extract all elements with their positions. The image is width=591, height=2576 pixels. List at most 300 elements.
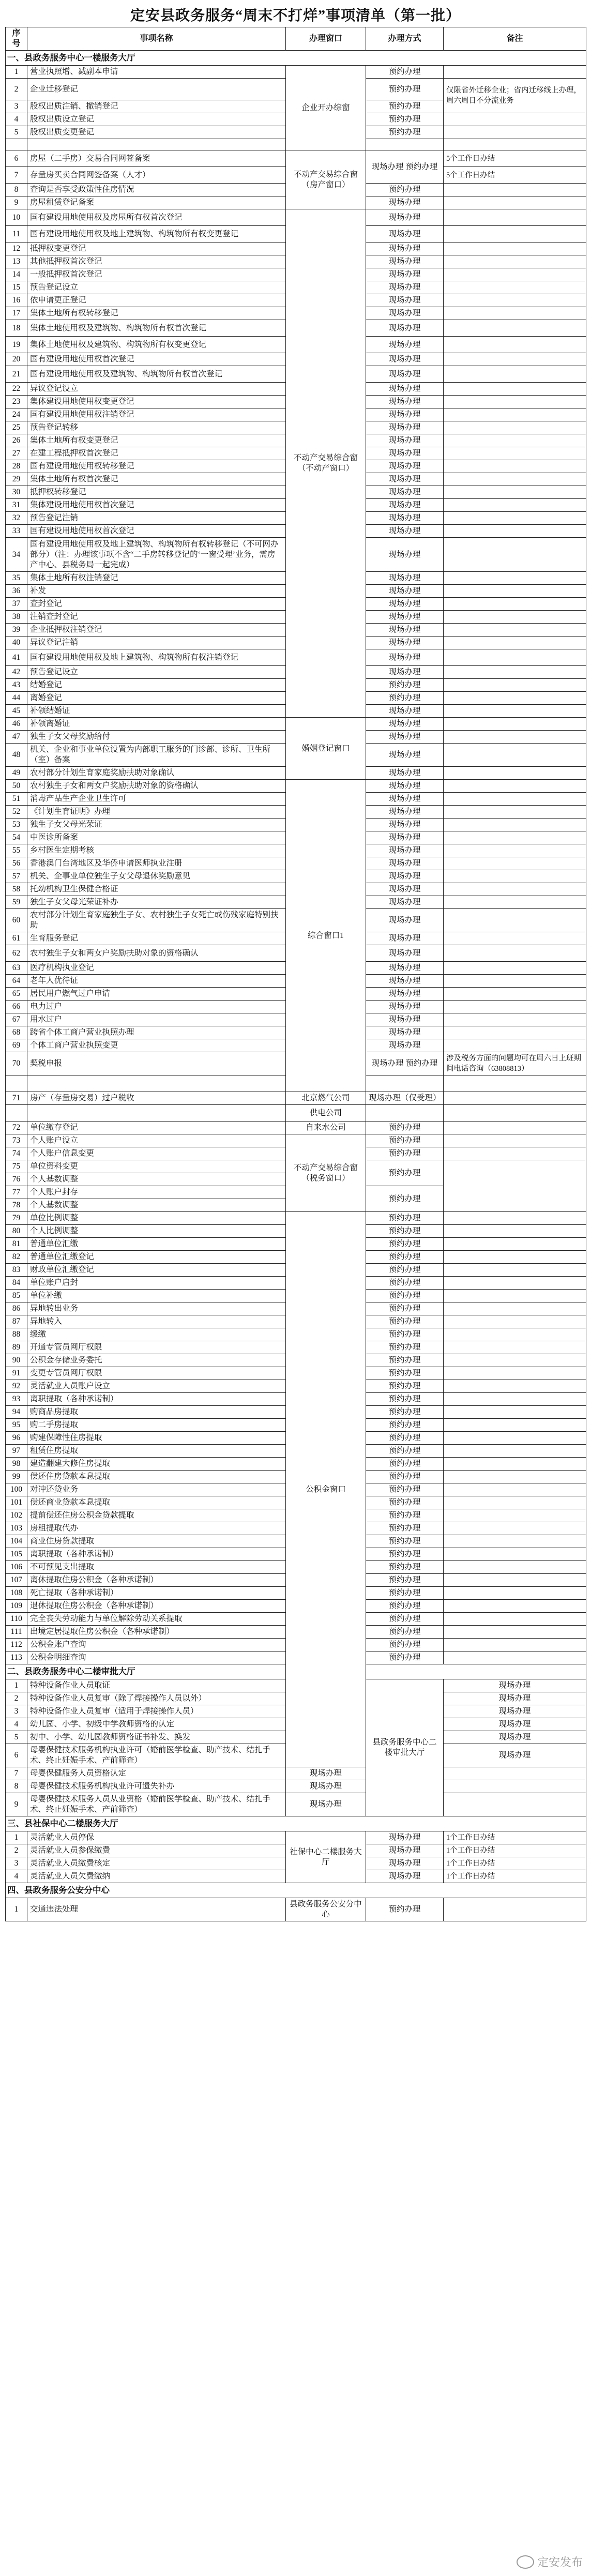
row-number: 20 xyxy=(6,353,27,366)
item-name: 离职提取（各种承诺制） xyxy=(27,1548,286,1561)
remark-note xyxy=(444,705,586,718)
handling-mode: 预约办理 xyxy=(366,1328,444,1341)
item-name: 托幼机构卫生保健合格证 xyxy=(27,883,286,896)
row-number: 29 xyxy=(6,473,27,486)
handling-mode: 预约办理 xyxy=(366,1432,444,1445)
remark-note xyxy=(444,1496,586,1509)
row-number: 9 xyxy=(6,1793,27,1816)
row-number: 42 xyxy=(6,666,27,679)
remark-note xyxy=(444,113,586,126)
row-number: 6 xyxy=(6,150,27,167)
item-name: 异议登记注销 xyxy=(27,637,286,649)
remark-note xyxy=(444,1225,586,1238)
row-number: 64 xyxy=(6,975,27,988)
row-number: 91 xyxy=(6,1367,27,1380)
item-name: 公积金存储业务委托 xyxy=(27,1354,286,1367)
handling-mode: 预约办理 xyxy=(366,1522,444,1535)
row-number: 58 xyxy=(6,883,27,896)
remark-note xyxy=(444,819,586,831)
handling-mode: 预约办理 xyxy=(366,1238,444,1251)
handling-mode: 预约办理 xyxy=(366,1147,444,1160)
item-name xyxy=(27,1105,286,1122)
handling-mode: 现场办理 xyxy=(366,744,444,767)
row-number: 21 xyxy=(6,366,27,383)
handling-mode: 预约办理 xyxy=(366,1509,444,1522)
section-heading-row xyxy=(6,51,586,66)
handling-mode: 现场办理 xyxy=(366,383,444,396)
handling-mode: 现场办理 xyxy=(366,1857,444,1870)
service-window: 不动产交易综合窗（税务窗口） xyxy=(286,1134,366,1212)
remark-note xyxy=(444,666,586,679)
row-number: 8 xyxy=(6,1780,27,1793)
section-heading-row xyxy=(6,1816,586,1831)
handling-mode: 预约办理 xyxy=(366,1341,444,1354)
row-number: 4 xyxy=(6,1718,27,1731)
row-number: 79 xyxy=(6,1212,27,1225)
service-window: 综合窗口1 xyxy=(286,780,366,1092)
remark-note xyxy=(444,932,586,945)
section-heading: 四、县政务服务公安分中心 xyxy=(6,1883,586,1898)
item-name: 抵押权转移登记 xyxy=(27,486,286,499)
item-name: 股权出质注销、撤销登记 xyxy=(27,100,286,113)
row-number: 70 xyxy=(6,1052,27,1075)
remark-note xyxy=(444,1561,586,1574)
row-number: 52 xyxy=(6,806,27,819)
row-number: 3 xyxy=(6,100,27,113)
remark-note xyxy=(444,1341,586,1354)
row-number: 104 xyxy=(6,1535,27,1548)
item-name: 缓缴 xyxy=(27,1328,286,1341)
header-window: 办理窗口 xyxy=(286,27,366,51)
row-number: 72 xyxy=(6,1122,27,1134)
table-row xyxy=(6,1793,586,1816)
remark-note xyxy=(444,1367,586,1380)
remark-note xyxy=(444,909,586,932)
remark-note xyxy=(444,1105,586,1122)
item-name: 国有建设用地使用权及地上建筑物、构筑物所有权转移登记（不可网办部分）（注：办理该事项不含“二手房转移登记的‘一窗受理’业务，需房产中心、县税务局一起完成） xyxy=(27,538,286,572)
row-number: 63 xyxy=(6,962,27,975)
handling-mode: 现场办理 xyxy=(366,844,444,857)
remark-note xyxy=(444,1328,586,1341)
remark-note xyxy=(444,486,586,499)
remark-note xyxy=(444,988,586,1001)
item-name: 香港澳门台湾地区及华侨申请医师执业注册 xyxy=(27,857,286,870)
row-number: 94 xyxy=(6,1406,27,1419)
handling-mode: 预约办理 xyxy=(366,1302,444,1315)
handling-mode: 现场办理 xyxy=(366,598,444,611)
handling-mode: 现场办理 xyxy=(366,806,444,819)
service-window: 县政务服务中心二楼审批大厅 xyxy=(366,1679,444,1816)
service-item-table xyxy=(5,27,586,1921)
row-number: 7 xyxy=(6,1767,27,1780)
remark-note xyxy=(444,1548,586,1561)
row-number: 88 xyxy=(6,1328,27,1341)
item-name: 母婴保健技术服务机构执业许可（婚前医学检查、助产技术、结扎手术、终止妊娠手术、产前筛查） xyxy=(27,1744,286,1767)
service-window: 不动产交易综合窗（不动产窗口） xyxy=(286,209,366,718)
remark-note xyxy=(444,1354,586,1367)
remark-note xyxy=(444,1639,586,1651)
item-name: 公积金账户查询 xyxy=(27,1639,286,1651)
handling-mode: 现场办理 xyxy=(444,1679,586,1692)
row-number: 97 xyxy=(6,1445,27,1458)
remark-note xyxy=(444,1522,586,1535)
row-number: 84 xyxy=(6,1277,27,1290)
item-name: 国有建设用地使用权及建筑物、构筑物所有权首次登记 xyxy=(27,366,286,383)
remark-note xyxy=(444,255,586,268)
handling-mode: 现场办理 xyxy=(366,1026,444,1039)
remark-note xyxy=(444,857,586,870)
remark-note xyxy=(444,1251,586,1264)
handling-mode: 现场办理 xyxy=(366,1001,444,1013)
handling-mode: 预约办理 xyxy=(366,1122,444,1134)
row-number: 49 xyxy=(6,767,27,780)
row-number: 68 xyxy=(6,1026,27,1039)
handling-mode: 现场办理 预约办理 xyxy=(366,150,444,184)
item-name: 预告登记转移 xyxy=(27,421,286,434)
table-row xyxy=(6,1212,586,1225)
item-name: 生育服务登记 xyxy=(27,932,286,945)
item-name: 集体建设用地使用权变更登记 xyxy=(27,396,286,408)
item-name: 异议登记设立 xyxy=(27,383,286,396)
handling-mode: 预约办理 xyxy=(366,1535,444,1548)
remark-note xyxy=(444,1013,586,1026)
row-number: 11 xyxy=(6,226,27,243)
item-name: 灵活就业人员停保 xyxy=(27,1831,286,1844)
item-name: 跨省个体工商户营业执照办理 xyxy=(27,1026,286,1039)
row-number: 33 xyxy=(6,525,27,538)
item-name: 幼儿园、小学、初级中学教师资格的认定 xyxy=(27,1718,286,1731)
remark-note xyxy=(444,649,586,666)
table-header-row xyxy=(6,27,586,51)
item-name: 个人账户信息变更 xyxy=(27,1147,286,1160)
service-window: 公积金窗口 xyxy=(286,1212,366,1767)
row-number: 83 xyxy=(6,1264,27,1277)
row-number: 78 xyxy=(6,1199,27,1212)
handling-mode: 现场办理 xyxy=(366,988,444,1001)
row-number: 5 xyxy=(6,126,27,139)
section-heading: 二、县政务服务中心二楼审批大厅 xyxy=(6,1664,586,1679)
item-name: 完全丧失劳动能力与单位解除劳动关系提取 xyxy=(27,1613,286,1626)
item-name: 初中、小学、幼儿园教师资格证书补发、换发 xyxy=(27,1731,286,1744)
remark-note xyxy=(444,294,586,307)
remark-note xyxy=(444,512,586,525)
remark-note xyxy=(444,525,586,538)
handling-mode: 现场办理 xyxy=(366,932,444,945)
handling-mode: 现场办理 xyxy=(366,447,444,460)
row-number: 12 xyxy=(6,243,27,255)
remark-note: 仅限省外迁移企业；省内迁移线上办理，周六周日不分流业务 xyxy=(444,79,586,113)
row-number: 87 xyxy=(6,1315,27,1328)
remark-note xyxy=(444,281,586,294)
row-number: 10 xyxy=(6,209,27,226)
handling-mode: 现场办理 xyxy=(366,896,444,909)
handling-mode: 现场办理 xyxy=(366,196,444,209)
row-number: 18 xyxy=(6,320,27,337)
handling-mode: 现场办理 xyxy=(366,718,444,731)
remark-note xyxy=(444,1075,586,1092)
item-name: 单位账户启封 xyxy=(27,1277,286,1290)
item-name: 母婴保健服务人员资格认定 xyxy=(27,1767,286,1780)
item-name: 抵押权变更登记 xyxy=(27,243,286,255)
remark-note xyxy=(444,1780,586,1793)
service-window: 不动产交易综合窗（房产窗口） xyxy=(286,150,366,209)
handling-mode: 现场办理 xyxy=(366,226,444,243)
remark-note xyxy=(444,1471,586,1483)
remark-note xyxy=(444,1613,586,1626)
item-name: 个体工商户营业执照变更 xyxy=(27,1039,286,1052)
remark-note xyxy=(444,1432,586,1445)
service-window: 企业开办综窗 xyxy=(286,66,366,150)
row-number: 37 xyxy=(6,598,27,611)
handling-mode: 现场办理 xyxy=(366,1844,444,1857)
row-number: 73 xyxy=(6,1134,27,1147)
remark-note xyxy=(444,767,586,780)
row-number: 28 xyxy=(6,460,27,473)
row-number: 45 xyxy=(6,705,27,718)
row-number: 71 xyxy=(6,1092,27,1105)
handling-mode: 预约办理 xyxy=(366,1471,444,1483)
remark-note xyxy=(444,1315,586,1328)
item-name: 用水过户 xyxy=(27,1013,286,1026)
service-window: 县政务服务公安分中心 xyxy=(286,1898,366,1921)
row-number: 26 xyxy=(6,434,27,447)
handling-mode: 现场办理 xyxy=(366,611,444,624)
handling-mode: 现场办理 xyxy=(366,337,444,353)
row-number xyxy=(6,1075,27,1092)
remark-note xyxy=(444,1160,586,1212)
row-number: 8 xyxy=(6,184,27,196)
item-name: 消毒产品生产企业卫生许可 xyxy=(27,793,286,806)
handling-mode: 现场办理 xyxy=(366,624,444,637)
remark-note xyxy=(444,731,586,744)
item-name: 财政单位汇缴登记 xyxy=(27,1264,286,1277)
handling-mode: 现场办理 xyxy=(366,962,444,975)
handling-mode: 预约办理 xyxy=(366,1212,444,1225)
remark-note xyxy=(444,209,586,226)
row-number: 25 xyxy=(6,421,27,434)
row-number: 57 xyxy=(6,870,27,883)
item-name: 商业住房贷款提取 xyxy=(27,1535,286,1548)
remark-note xyxy=(444,383,586,396)
remark-note xyxy=(444,883,586,896)
handling-mode: 预约办理 xyxy=(366,1315,444,1328)
remark-note xyxy=(444,1380,586,1393)
handling-mode: 现场办理 xyxy=(366,831,444,844)
remark-note xyxy=(444,1122,586,1134)
remark-note xyxy=(444,1290,586,1302)
remark-note xyxy=(444,975,586,988)
item-name: 购建保障性住房提取 xyxy=(27,1432,286,1445)
item-name: 对冲还贷业务 xyxy=(27,1483,286,1496)
item-name: 房租提取代办 xyxy=(27,1522,286,1535)
remark-note xyxy=(444,473,586,486)
row-number: 14 xyxy=(6,268,27,281)
handling-mode: 现场办理 xyxy=(366,499,444,512)
remark-note xyxy=(444,337,586,353)
item-name: 单位缴存登记 xyxy=(27,1122,286,1134)
item-name: 不可预见支出提取 xyxy=(27,1561,286,1574)
handling-mode: 预约办理 xyxy=(366,113,444,126)
handling-mode: 预约办理 xyxy=(366,679,444,692)
row-number: 1 xyxy=(6,1831,27,1844)
remark-note xyxy=(444,1419,586,1432)
item-name: 企业迁移登记 xyxy=(27,79,286,100)
handling-mode: 预约办理 xyxy=(366,1898,444,1921)
handling-mode: 现场办理 xyxy=(366,255,444,268)
remark-note: 1个工作日办结 xyxy=(444,1844,586,1857)
item-name: 个人基数调整 xyxy=(27,1199,286,1212)
item-name: 依申请更正登记 xyxy=(27,294,286,307)
item-name: 开通专管员网厅权限 xyxy=(27,1341,286,1354)
item-name: 独生子女父母光荣证 xyxy=(27,819,286,831)
item-name: 预告登记设立 xyxy=(27,281,286,294)
handling-mode: 现场办理 xyxy=(366,705,444,718)
handling-mode: 现场办理 xyxy=(366,857,444,870)
row-number: 93 xyxy=(6,1393,27,1406)
item-name: 死亡提取（各种承诺制） xyxy=(27,1587,286,1600)
handling-mode: 预约办理 xyxy=(366,1406,444,1419)
remark-note xyxy=(444,1026,586,1039)
remark-note xyxy=(444,624,586,637)
remark-note xyxy=(444,1626,586,1639)
handling-mode: 预约办理 xyxy=(366,1160,444,1186)
item-name: 居民用户燃气过户申请 xyxy=(27,988,286,1001)
item-name: 灵活就业人员缴费核定 xyxy=(27,1857,286,1870)
handling-mode: 现场办理 xyxy=(366,268,444,281)
remark-note xyxy=(444,945,586,962)
item-name: 个人比例调整 xyxy=(27,1225,286,1238)
item-name: 提前偿还住房公积金贷款提取 xyxy=(27,1509,286,1522)
row-number: 65 xyxy=(6,988,27,1001)
handling-mode: 现场办理 xyxy=(366,780,444,793)
row-number: 111 xyxy=(6,1626,27,1639)
row-number: 51 xyxy=(6,793,27,806)
item-name: 注销查封登记 xyxy=(27,611,286,624)
remark-note xyxy=(444,126,586,139)
handling-mode: 现场办理 xyxy=(366,366,444,383)
row-number: 5 xyxy=(6,1731,27,1744)
service-window: 北京燃气公司 xyxy=(286,1092,366,1105)
row-number: 53 xyxy=(6,819,27,831)
item-name: 离休提取住房公积金（各种承诺制） xyxy=(27,1574,286,1587)
table-row xyxy=(6,209,586,226)
handling-mode: 现场办理 xyxy=(366,572,444,585)
handling-mode: 现场办理 xyxy=(366,793,444,806)
item-name: 机关、企业和事业单位设置为内部职工服务的门诊部、诊所、卫生所（室）备案 xyxy=(27,744,286,767)
item-name: 单位资料变更 xyxy=(27,1160,286,1173)
handling-mode: 预约办理 xyxy=(366,1380,444,1393)
remark-note xyxy=(444,396,586,408)
row-number: 108 xyxy=(6,1587,27,1600)
item-name: 契税申报 xyxy=(27,1052,286,1075)
row-number: 1 xyxy=(6,1898,27,1921)
handling-mode: 现场办理 xyxy=(366,434,444,447)
row-number: 62 xyxy=(6,945,27,962)
item-name: 建造翻建大修住房提取 xyxy=(27,1458,286,1471)
remark-note xyxy=(444,572,586,585)
item-name: 购二手房提取 xyxy=(27,1419,286,1432)
handling-mode: 现场办理 xyxy=(366,975,444,988)
table-row xyxy=(6,1134,586,1147)
row-number: 54 xyxy=(6,831,27,844)
remark-note xyxy=(444,793,586,806)
handling-mode: 现场办理 xyxy=(366,538,444,572)
handling-mode: 预约办理 xyxy=(366,1277,444,1290)
row-number xyxy=(6,1105,27,1122)
item-name: 预告登记注销 xyxy=(27,512,286,525)
table-row xyxy=(6,780,586,793)
row-number: 24 xyxy=(6,408,27,421)
document-page xyxy=(5,5,586,1921)
handling-mode: 预约办理 xyxy=(366,100,444,113)
item-name: 国有建设用地使用权注销登记 xyxy=(27,408,286,421)
item-name: 异地转出业务 xyxy=(27,1302,286,1315)
remark-note xyxy=(444,226,586,243)
handling-mode: 现场办理 xyxy=(366,585,444,598)
row-number: 9 xyxy=(6,196,27,209)
handling-mode: 预约办理 xyxy=(366,1561,444,1574)
item-name: 股权出质变更登记 xyxy=(27,126,286,139)
remark-note xyxy=(444,585,586,598)
remark-note xyxy=(444,692,586,705)
row-number: 75 xyxy=(6,1160,27,1173)
watermark-text: 定安发布 xyxy=(537,2556,583,2569)
remark-note xyxy=(444,831,586,844)
row-number: 48 xyxy=(6,744,27,767)
remark-note xyxy=(444,1092,586,1105)
handling-mode: 现场办理 xyxy=(366,307,444,320)
row-number: 40 xyxy=(6,637,27,649)
item-name: 补领结婚证 xyxy=(27,705,286,718)
handling-mode: 预约办理 xyxy=(366,66,444,79)
remark-note xyxy=(444,718,586,731)
item-name: 乡村医生定期考核 xyxy=(27,844,286,857)
row-number: 95 xyxy=(6,1419,27,1432)
handling-mode: 现场办理 xyxy=(366,767,444,780)
row-number: 32 xyxy=(6,512,27,525)
table-row xyxy=(6,1831,586,1844)
section-heading: 一、县政务服务中心一楼服务大厅 xyxy=(6,51,586,66)
remark-note xyxy=(444,844,586,857)
handling-mode: 预约办理 xyxy=(366,1251,444,1264)
item-name: 结婚登记 xyxy=(27,679,286,692)
handling-mode: 预约办理 xyxy=(366,1639,444,1651)
remark-note xyxy=(444,447,586,460)
row-number: 105 xyxy=(6,1548,27,1561)
remark-note xyxy=(444,366,586,383)
item-name: 变更专管员网厅权限 xyxy=(27,1367,286,1380)
row-number: 17 xyxy=(6,307,27,320)
item-name: 个人账户设立 xyxy=(27,1134,286,1147)
remark-note xyxy=(444,679,586,692)
table-row xyxy=(6,718,586,731)
handling-mode: 预约办理 xyxy=(366,1600,444,1613)
item-name: 独生子女父母光荣证补办 xyxy=(27,896,286,909)
item-name xyxy=(27,139,286,150)
remark-note xyxy=(444,268,586,281)
row-number: 39 xyxy=(6,624,27,637)
remark-note xyxy=(444,1393,586,1406)
row-number: 22 xyxy=(6,383,27,396)
table-row xyxy=(6,1122,586,1134)
remark-note xyxy=(444,806,586,819)
item-name: 中医诊所备案 xyxy=(27,831,286,844)
item-name: 集体建设用地使用权首次登记 xyxy=(27,499,286,512)
item-name: 国有建设用地使用权及地上建筑物、构筑物所有权变更登记 xyxy=(27,226,286,243)
remark-note xyxy=(444,353,586,366)
remark-note xyxy=(444,243,586,255)
row-number: 38 xyxy=(6,611,27,624)
